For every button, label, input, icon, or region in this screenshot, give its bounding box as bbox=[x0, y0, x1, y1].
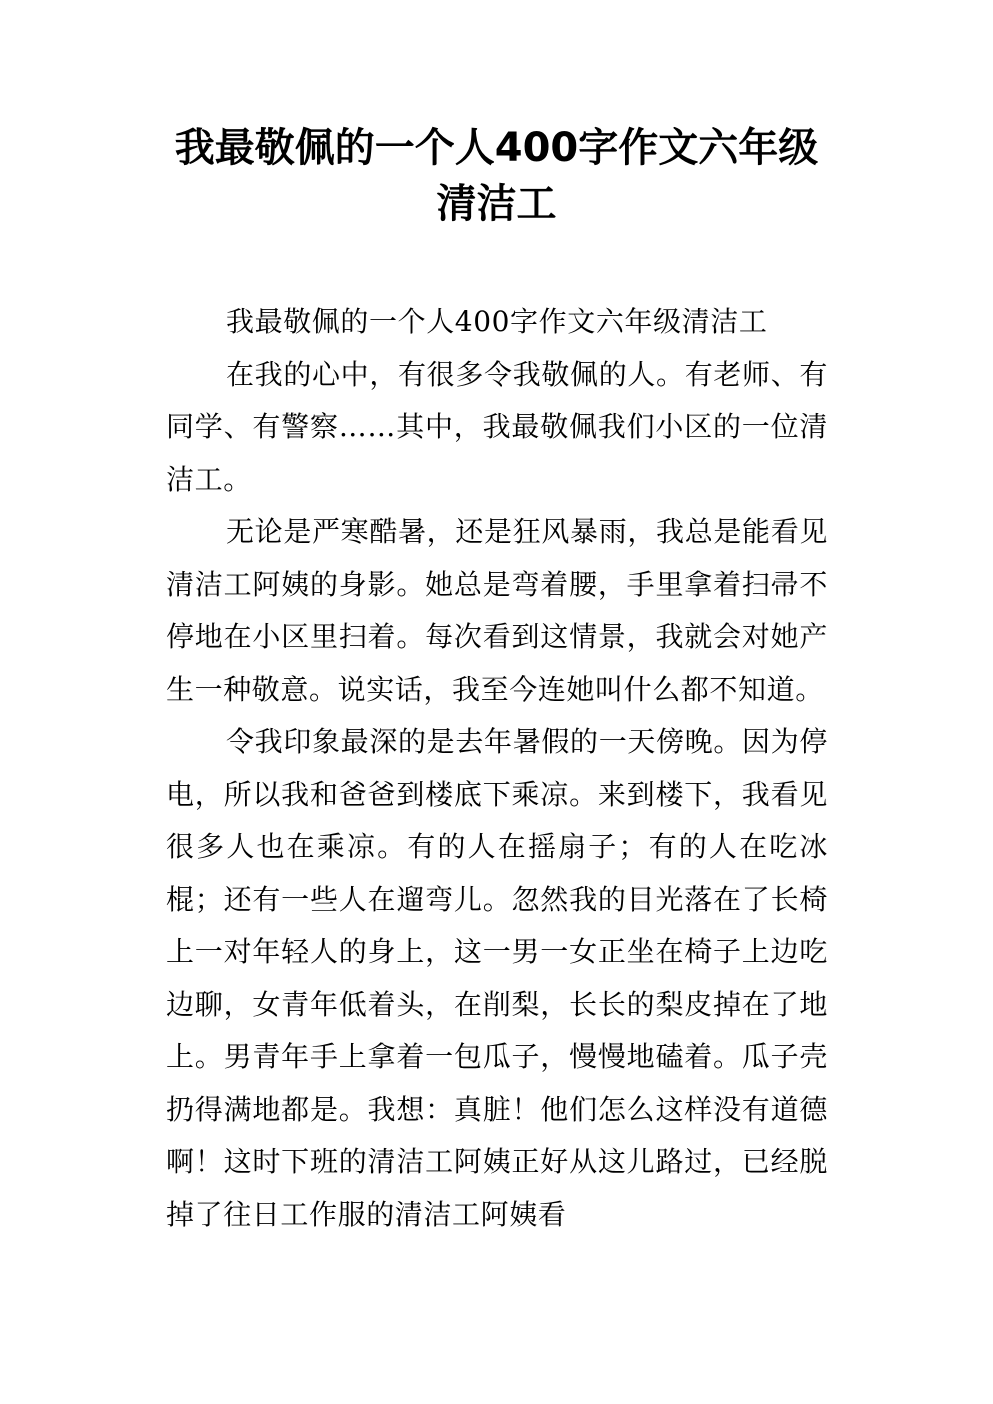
paragraph-2: 无论是严寒酷暑，还是狂风暴雨，我总是能看见清洁工阿姨的身影。她总是弯着腰，手里拿着扫帚不停地在小区里扫着。每次看到这情景，我就会对她产生一种敬意。说实话，我至今连她叫什么都不知道。 bbox=[166, 515, 828, 706]
page-title bbox=[140, 120, 853, 232]
article-body bbox=[166, 296, 828, 1241]
paragraph-subtitle: 我最敬佩的一个人400字作文六年级清洁工 bbox=[226, 305, 768, 338]
paragraph-1: 在我的心中，有很多令我敬佩的人。有老师、有同学、有警察……其中，我最敬佩我们小区的一位清洁工。 bbox=[166, 357, 828, 496]
title-line-1: 我最敬佩的一个人400字作文六年级 bbox=[174, 125, 819, 171]
title-line-2: 清洁工 bbox=[436, 181, 557, 227]
paragraph-3: 令我印象最深的是去年暑假的一天傍晚。因为停电，所以我和爸爸到楼底下乘凉。来到楼下，我看见很多人也在乘凉。有的人在摇扇子；有的人在吃冰棍；还有一些人在遛弯儿。忽然我的目光落在了长椅上一对年轻人的身上，这一男一女正坐在椅子上边吃边聊，女青年低着头，在削梨，长长的梨皮掉在了地上。男青年手上拿着一包瓜子，慢慢地磕着。瓜子壳扔得满地都是。我想：真脏！他们怎么这样没有道德啊！这时下班的清洁工阿姨正好从这儿路过，已经脱掉了往日工作服的清洁工阿姨看 bbox=[166, 725, 828, 1231]
